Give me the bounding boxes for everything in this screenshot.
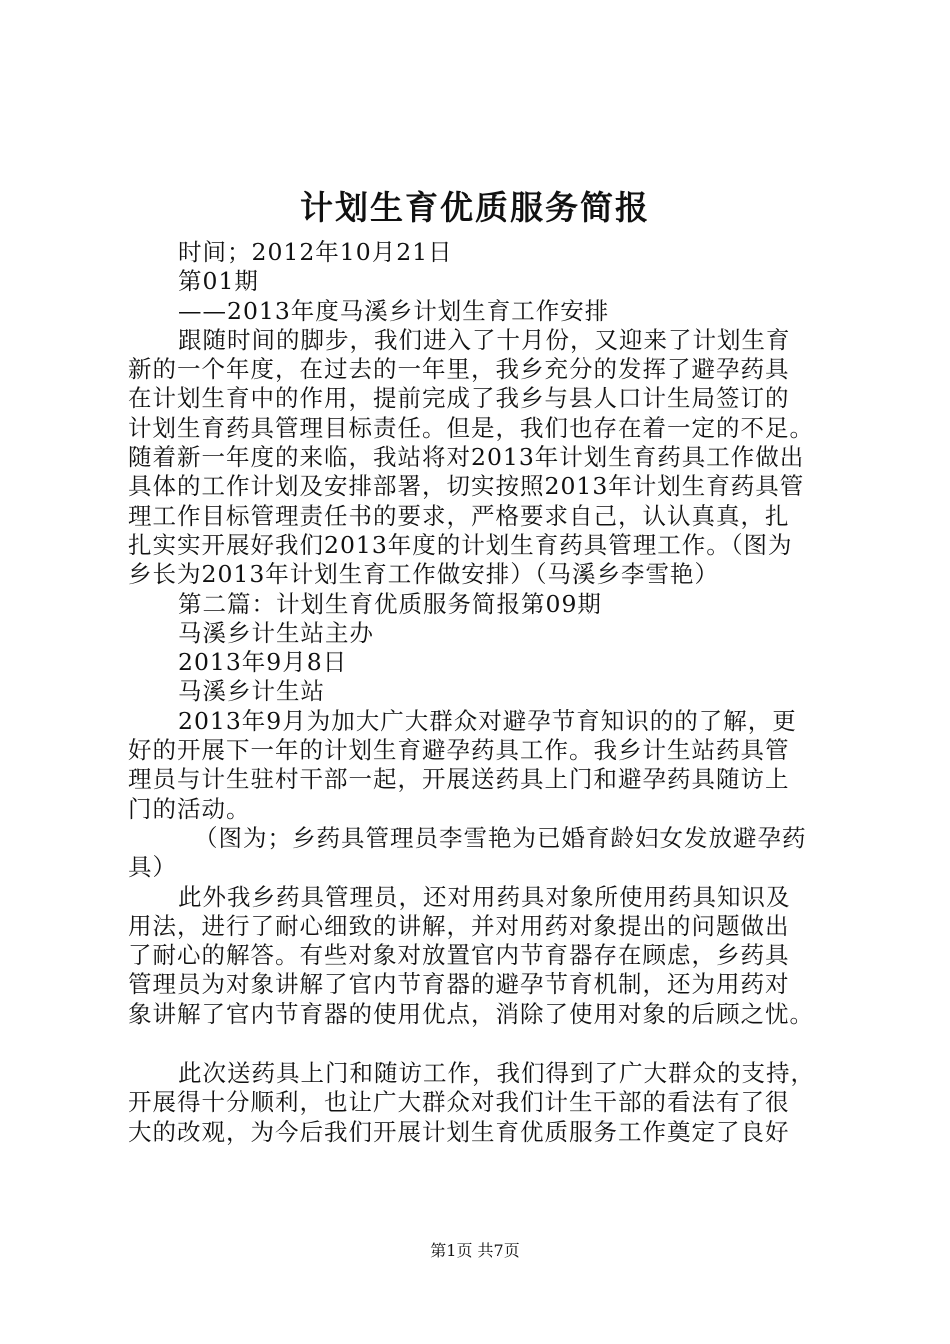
issue-line: 第01期 xyxy=(178,267,259,296)
organizer-line: 马溪乡计生站主办 xyxy=(178,618,374,647)
paragraph-line: 开展得十分顺利，也让广大群众对我们计生干部的看法有了很 xyxy=(128,1088,790,1117)
paragraph-line: 跟随时间的脚步，我们进入了十月份，又迎来了计划生育 xyxy=(178,325,791,354)
paragraph-line: 用法，进行了耐心细致的讲解，并对用药对象提出的问题做出 xyxy=(128,911,790,940)
station-line: 马溪乡计生站 xyxy=(178,677,325,706)
caption-line: 具） xyxy=(128,853,177,882)
page-footer: 第1页 共7页 xyxy=(430,1241,520,1260)
paragraph-line: 此外我乡药具管理员，还对用药具对象所使用药具知识及 xyxy=(178,882,791,911)
paragraph-line: 扎实实开展好我们2013年度的计划生育药具管理工作。（图为 xyxy=(128,530,793,559)
caption-line: （图为；乡药具管理员李雪艳为已婚育龄妇女发放避孕药 xyxy=(194,823,807,852)
paragraph-line: 管理员为对象讲解了官内节育器的避孕节育机制，还为用药对 xyxy=(128,970,790,999)
paragraph-line: 了耐心的解答。有些对象对放置官内节育器存在顾虑，乡药具 xyxy=(128,941,790,970)
paragraph-line: 在计划生育中的作用，提前完成了我乡与县人口计生局签订的 xyxy=(128,384,790,413)
paragraph-line: 好的开展下一年的计划生育避孕药具工作。我乡计生站药具管 xyxy=(128,736,790,765)
paragraph-line: 象讲解了官内节育器的使用优点，消除了使用对象的后顾之忧。 xyxy=(128,999,814,1028)
section-heading: 第二篇：计划生育优质服务简报第09期 xyxy=(178,589,602,618)
paragraph-line: 2013年9月为加大广大群众对避孕节育知识的的了解，更 xyxy=(178,706,797,735)
paragraph-spacer xyxy=(128,1029,828,1059)
paragraph-line: 计划生育药具管理目标责任。但是，我们也存在着一定的不足。 xyxy=(128,413,814,442)
paragraph-line: 理工作目标管理责任书的要求，严格要求自己，认认真真，扎 xyxy=(128,501,790,530)
document-title: 计划生育优质服务简报 xyxy=(300,188,650,227)
subtitle-line: ——2013年度马溪乡计划生育工作安排 xyxy=(178,296,610,325)
paragraph-line: 大的改观，为今后我们开展计划生育优质服务工作奠定了良好 xyxy=(128,1117,790,1146)
paragraph-line: 理员与计生驻村干部一起，开展送药具上门和避孕药具随访上 xyxy=(128,765,790,794)
paragraph-line: 此次送药具上门和随访工作，我们得到了广大群众的支持， xyxy=(178,1059,815,1088)
paragraph-line: 门的活动。 xyxy=(128,794,251,823)
date-line: 时间；2012年10月21日 xyxy=(178,238,453,266)
date-line: 2013年9月8日 xyxy=(178,648,348,677)
document-body xyxy=(128,238,828,1147)
paragraph-line: 乡长为2013年计划生育工作做安排）（马溪乡李雪艳） xyxy=(128,560,720,589)
paragraph-line: 具体的工作计划及安排部署，切实按照2013年计划生育药具管 xyxy=(128,472,805,501)
paragraph-line: 新的一个年度，在过去的一年里，我乡充分的发挥了避孕药具 xyxy=(128,355,790,384)
paragraph-line: 随着新一年度的来临，我站将对2013年计划生育药具工作做出 xyxy=(128,443,805,472)
